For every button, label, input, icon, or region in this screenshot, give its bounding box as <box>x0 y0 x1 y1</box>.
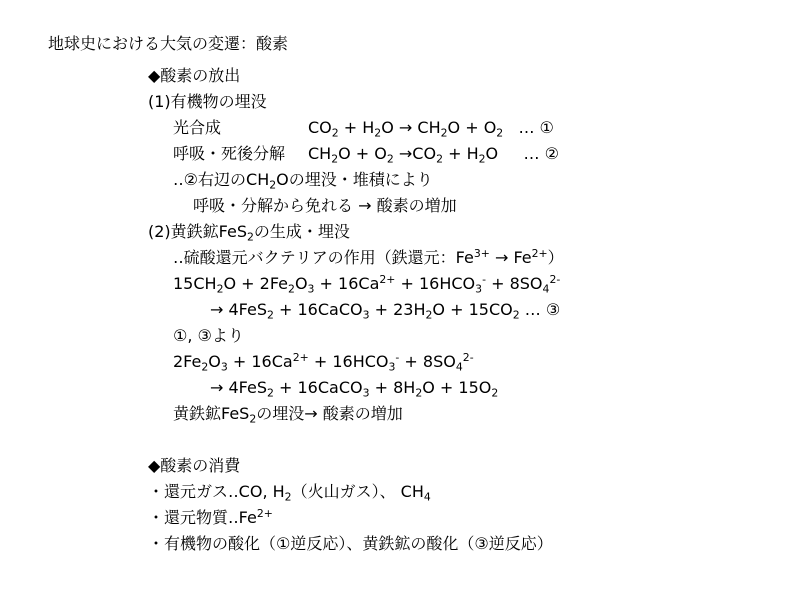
photosynthesis-label: 光合成 <box>173 118 222 137</box>
burial-note: ‥②右辺の$CH_2O$の埋没・堆積により <box>173 170 433 192</box>
section-heading-oxygen-release: ◆酸素の放出 <box>148 66 241 85</box>
sulfate-reduction-note: ‥硫酸還元バクテリアの作用（鉄還元：$Fe^{3+} \to Fe^{2+}$） <box>173 247 564 267</box>
subheading-pyrite-formation: (2)黄鉄鉱FeS$_2$の生成・埋没 <box>148 222 350 244</box>
section-heading-oxygen-consumption: ◆酸素の消費 <box>148 456 241 475</box>
equation-3-products: → 4FeS$_2$ + 16CaCO$_3$ + $23H_2O + 15CO_2$ … ③ <box>210 300 561 322</box>
reducing-gas-item: ・還元ガス‥CO, $H_2$（火山ガス）、 $CH_4$ <box>148 482 431 504</box>
photosynthesis-equation: $CO_2 + H_2O \to CH_2O + O_2$ … ① <box>308 118 554 140</box>
combination-note: ①, ③より <box>173 326 244 345</box>
equation-4-products: → 4FeS$_2$ + 16CaCO$_3$ + $8H_2O + 15O_2$ <box>210 378 499 400</box>
equation-3-reactants: $15CH_2O + 2Fe_2O_3 + 16Ca^{2+} + 16HCO_3^- + 8SO_4^{2-}$ <box>173 273 561 296</box>
oxidation-item: ・有機物の酸化（①逆反応）、黄鉄鉱の酸化（③逆反応） <box>148 534 553 553</box>
respiration-equation: $CH_2O + O_2 \to CO_2 + H_2O$ … ② <box>308 144 559 166</box>
subheading-organic-burial: (1)有機物の埋没 <box>148 92 267 111</box>
page-title: 地球史における大気の変遷：酸素 <box>48 34 289 53</box>
respiration-label: 呼吸・死後分解 <box>173 144 286 163</box>
equation-4-reactants: $2Fe_2O_3 + 16Ca^{2+} + 16HCO_3^- + 8SO_4^{2-}$ <box>173 351 474 374</box>
burial-note-continued: 呼吸・分解から免れる → 酸素の増加 <box>193 196 457 215</box>
reducing-matter-item: ・還元物質$‥Fe^{2+}$ <box>148 507 273 527</box>
pyrite-burial-note: 黄鉄鉱FeS$_2$の埋没→ 酸素の増加 <box>173 404 403 426</box>
